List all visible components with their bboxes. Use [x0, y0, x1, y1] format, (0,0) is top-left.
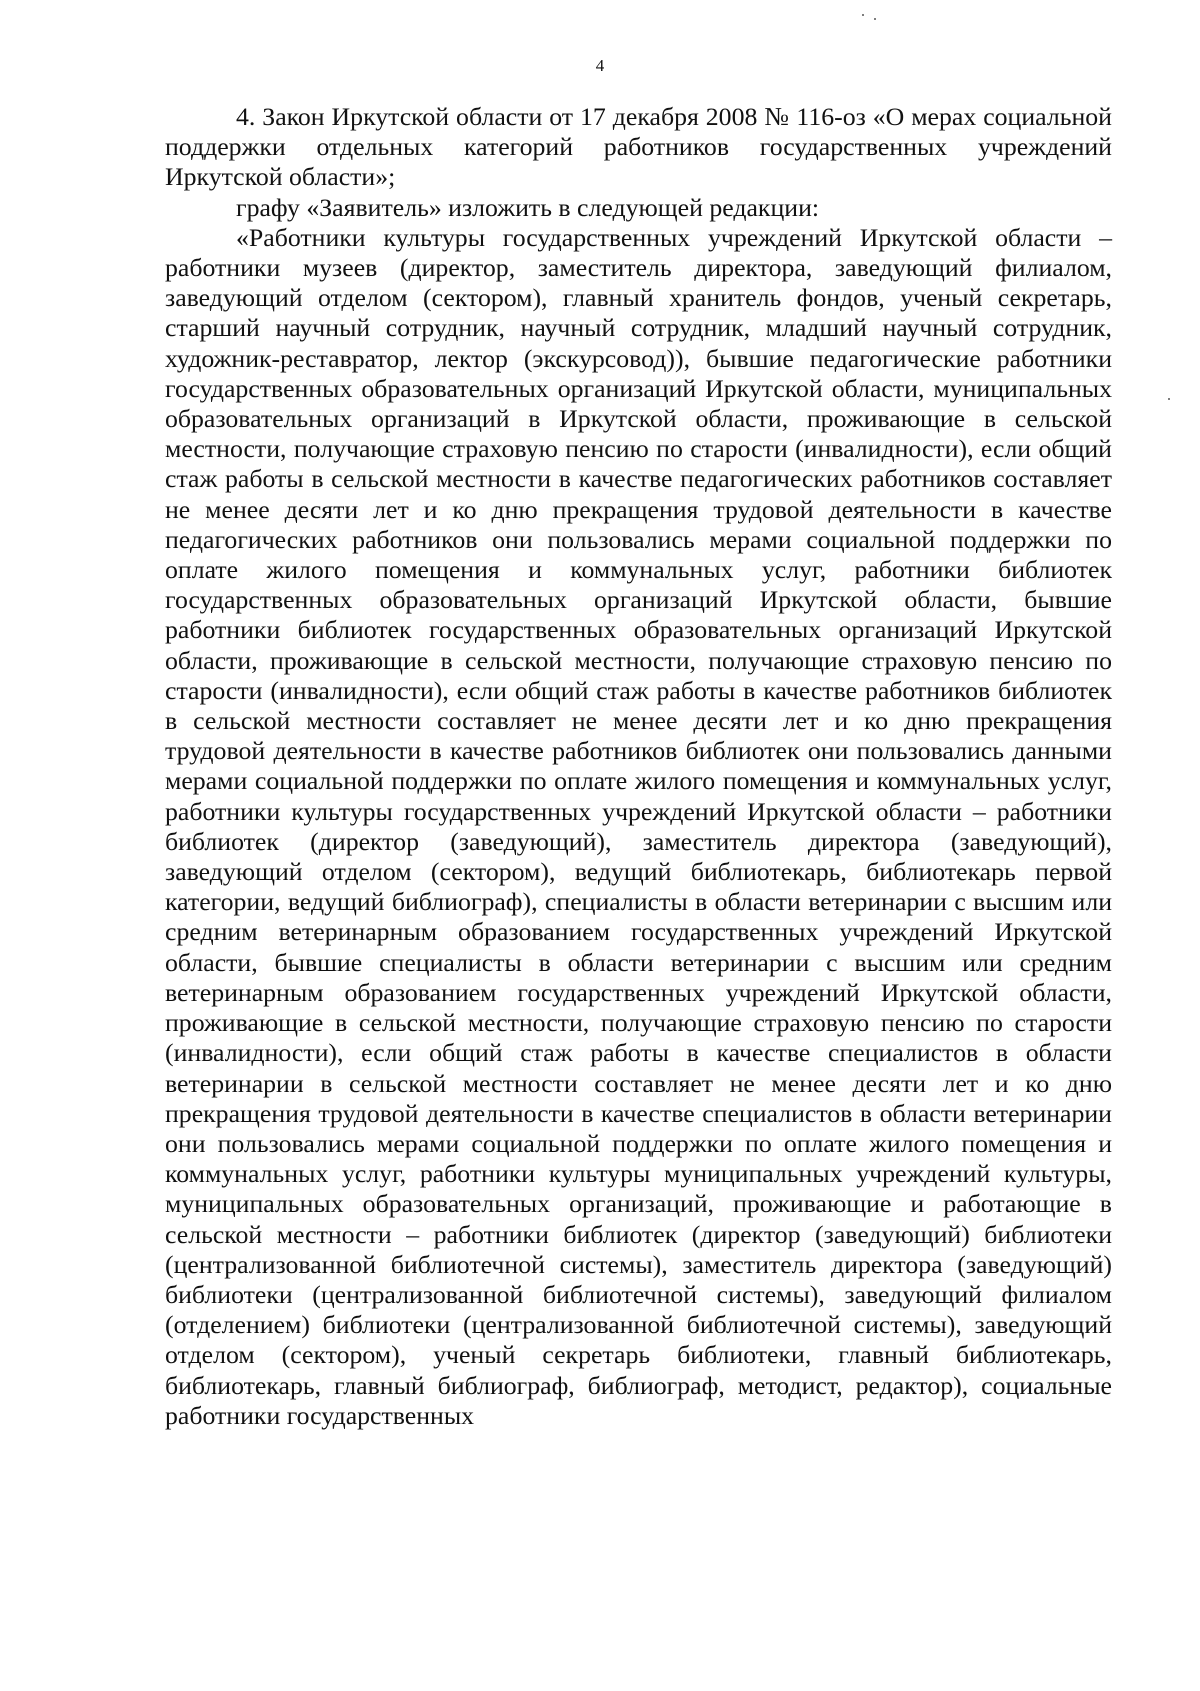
paragraph-instruction: графу «Заявитель» изложить в следующей редакции: — [236, 192, 820, 222]
scan-speck — [1168, 398, 1170, 400]
paragraph-law-title: 4. Закон Иркутской области от 17 декабря 2008 № 116-оз «О мерах социальной поддержки отдельных категорий работников государственных учреждений Иркутской области»; — [165, 102, 1112, 192]
paragraph-applicant-text: «Работники культуры государственных учреждений Иркутской области – работники музеев (директор, заместитель директора, заведующий филиалом, заведующий отделом (сектором), главный хранитель фондов, ученый секретарь, старший научный сотрудник, научный сотрудник, младший научный сотрудник, художник-реставратор, лектор (экскурсовод)), бывшие педагогические работники государственных образовательных организаций Иркутской области, муниципальных образовательных организаций в Иркутской области, проживающие в сельской местности, получающие страховую пенсию по старости (инвалидности), если общий стаж работы в сельской местности в качестве педагогических работников составляет не менее десяти лет и ко дню прекращения трудовой деятельности в качестве педагогических работников они пользовались мерами социальной поддержки по оплате жилого помещения и коммунальных услуг, работники библиотек государственных образовательных организаций Иркутской области, бывшие работники библиотек государственных образовательных организаций Иркутской области, проживающие в сельской местности, получающие страховую пенсию по старости (инвалидности), если общий стаж работы в качестве работников библиотек в сельской местности составляет не менее десяти лет и ко дню прекращения трудовой деятельности в качестве работников библиотек они пользовались данными мерами социальной поддержки по оплате жилого помещения и коммунальных услуг, работники культуры государственных учреждений Иркутской области – работники библиотек (директор (заведующий), заместитель директора (заведующий), заведующий отделом (сектором), ведущий библиотекарь, библиотекарь первой категории, ведущий библиограф), специалисты в области ветеринарии с высшим или средним ветеринарным образованием государственных учреждений Иркутской области, бывшие специалисты в области ветеринарии с высшим или средним ветеринарным образованием государственных учреждений Иркутской области, проживающие в сельской местности, получающие страховую пенсию по старости (инвалидности), если общий стаж работы в качестве специалистов в области ветеринарии в сельской местности составляет не менее десяти лет и ко дню прекращения трудовой деятельности в качестве специалистов в области ветеринарии они пользовались мерами социальной поддержки по оплате жилого помещения и коммунальных услуг, работники культуры муниципальных учреждений культуры, муниципальных образовательных организаций, проживающие и работающие в сельской местности – работники библиотек (директор (заведующий) библиотеки (централизованной библиотечной системы), заместитель директора (заведующий) библиотеки (централизованной библиотечной системы), заведующий филиалом (отделением) библиотеки (централизованной библиотечной системы), заведующий отделом (сектором), ученый секретарь библиотеки, главный библиотекарь, библиотекарь, главный библиограф, библиограф, методист, редактор), социальные работники государственных — [165, 222, 1112, 1430]
page-number: 4 — [595, 56, 605, 75]
document-body — [165, 102, 1112, 1431]
scan-speck — [862, 14, 864, 16]
scan-speck — [874, 18, 876, 20]
